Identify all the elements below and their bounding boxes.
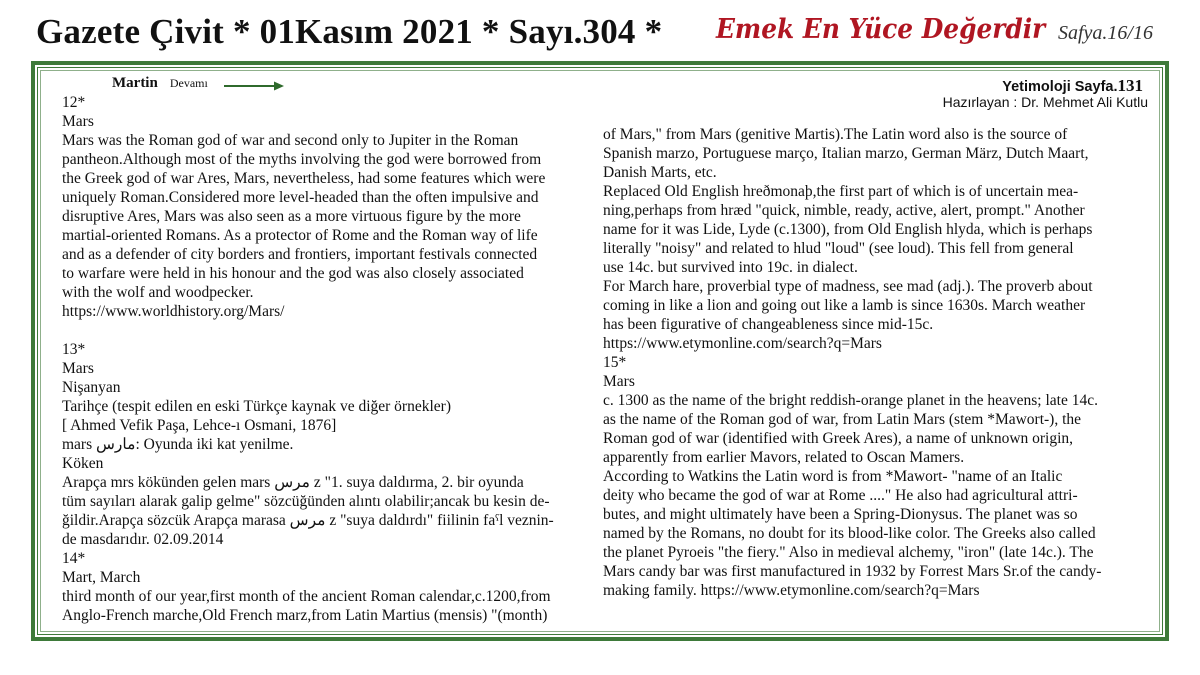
text-line: Mars: [62, 113, 94, 130]
text-line: uniquely Roman.Considered more level-headed than the often impulsive and: [62, 189, 539, 206]
right-text-column: [603, 125, 1151, 600]
text-line: 13*: [62, 341, 86, 358]
text-line[interactable]: https://www.etymonline.com/search?q=Mars: [603, 335, 882, 352]
text-line: Mars: [62, 360, 94, 377]
continued-label: Devamı: [169, 76, 208, 90]
text-line: butes, and might ultimately have been a Spring-Dionysus. The planet was so: [603, 506, 1078, 523]
left-text-column: [62, 93, 592, 625]
text-line: Danish Marts, etc.: [603, 164, 717, 181]
text-line: tüm sayıları alarak galip gelme" sözcüğünden alıntı olabilir;ancak bu kesin de-: [62, 493, 550, 510]
text-line: making family. https://www.etymonline.com/search?q=Mars: [603, 582, 980, 599]
text-line: Tarihçe (tespit edilen en eski Türkçe kaynak ve diğer örnekler): [62, 398, 451, 415]
text-line: name for it was Lide, Lyde (c.1300), from Old English hlyda, which is perhaps: [603, 221, 1093, 238]
newspaper-motto: Emek En Yüce Değerdir: [716, 14, 1046, 45]
text-line: [62, 321, 592, 340]
text-line: Anglo-French marche,Old French marz,from Latin Martius (mensis) "(month): [62, 607, 548, 624]
text-line: coming in like a lion and going out like a lamb is since 1630s. March weather: [603, 297, 1086, 314]
text-line: 15*: [603, 354, 627, 371]
text-line: deity who became the god of war at Rome ...." He also had agricultural attri-: [603, 487, 1078, 504]
etymology-author: Hazırlayan : Dr. Mehmet Ali Kutlu: [942, 94, 1148, 110]
text-line: Mars candy bar was first manufactured in 1932 by Forrest Mars Sr.of the candy-: [603, 563, 1102, 580]
text-line: [ Ahmed Vefik Paşa, Lehce-ı Osmani, 1876]: [62, 417, 337, 434]
text-line: 12*: [62, 94, 86, 111]
text-line: with the wolf and woodpecker.: [62, 284, 254, 301]
text-line: to warfare were held in his honour and the god was also closely associated: [62, 265, 524, 282]
etymology-page-title: [1002, 76, 1143, 96]
text-line: c. 1300 as the name of the bright reddish-orange planet in the heavens; late 14c.: [603, 392, 1098, 409]
text-line: Spanish marzo, Portuguese março, Italian marzo, German März, Dutch Maart,: [603, 145, 1089, 162]
newspaper-masthead-title: Gazete Çivit * 01Kasım 2021 * Sayı.304 *: [36, 12, 663, 51]
text-line: has been figurative of changeableness since mid-15c.: [603, 316, 934, 333]
text-line: ğildir.Arapça sözcük Arapça marasa مرس z "suya daldırdı" fiilinin faˁl veznin-: [62, 512, 554, 529]
text-line: disruptive Ares, Mars was also seen as a more virtuous figure by the more: [62, 208, 521, 225]
text-line: martial-oriented Romans. As a protector of Rome and the Roman way of life: [62, 227, 538, 244]
text-line: Arapça mrs kökünden gelen mars مرس z "1. suya daldırma, 2. bir oyunda: [62, 474, 524, 491]
text-line: literally "noisy" and related to hlud "loud" (see loud). This fell from general: [603, 240, 1074, 257]
text-line: de masdarıdır. 02.09.2014: [62, 531, 224, 548]
text-line: mars مارس: Oyunda iki kat yenilme.: [62, 436, 294, 453]
text-line: Replaced Old English hreðmonaþ,the first part of which is of uncertain mea-: [603, 183, 1079, 200]
text-line: use 14c. but survived into 19c. in dialect.: [603, 259, 858, 276]
section-title: Martin: [112, 75, 158, 91]
right-arrow-icon: [224, 80, 286, 92]
text-line: of Mars," from Mars (genitive Martis).The Latin word also is the source of: [603, 126, 1068, 143]
text-line: third month of our year,first month of the ancient Roman calendar,c.1200,from: [62, 588, 551, 605]
text-line: Nişanyan: [62, 379, 121, 396]
text-line: According to Watkins the Latin word is from *Mawort- "name of an Italic: [603, 468, 1063, 485]
etymology-title-label: Yetimoloji Sayfa.: [1002, 79, 1118, 95]
text-line: 14*: [62, 550, 86, 567]
text-line: the Greek god of war Ares, Mars, nevertheless, had some features which were: [62, 170, 546, 187]
text-line: named by the Romans, no doubt for its blood-like color. The Greeks also called: [603, 525, 1096, 542]
text-line: as the name of the Roman god of war, from Latin Mars (stem *Mawort-), the: [603, 411, 1082, 428]
text-line: apparently from earlier Mavors, related to Oscan Mamers.: [603, 449, 965, 466]
text-line: Mars was the Roman god of war and second only to Jupiter in the Roman: [62, 132, 519, 149]
page-signature: Safya.16/16: [1058, 22, 1153, 44]
text-line: the planet Pyroeis "the fiery." Also in medieval alchemy, "iron" (late 14c.). The: [603, 544, 1094, 561]
text-line: ning,perhaps from hræd "quick, nimble, ready, active, alert, prompt." Another: [603, 202, 1085, 219]
text-line: and as a defender of city borders and frontiers, important festivals connected: [62, 246, 538, 263]
text-line: For March hare, proverbial type of madness, see mad (adj.). The proverb about: [603, 278, 1093, 295]
text-line: pantheon.Although most of the myths involving the god were borrowed from: [62, 151, 542, 168]
etymology-page-number: 131: [1117, 76, 1143, 95]
section-header: [112, 75, 208, 92]
text-line: Köken: [62, 455, 104, 472]
text-line: Roman god of war (identified with Greek Ares), a name of unknown origin,: [603, 430, 1074, 447]
text-line[interactable]: https://www.worldhistory.org/Mars/: [62, 303, 285, 320]
text-line: Mars: [603, 373, 635, 390]
text-line: Mart, March: [62, 569, 141, 586]
